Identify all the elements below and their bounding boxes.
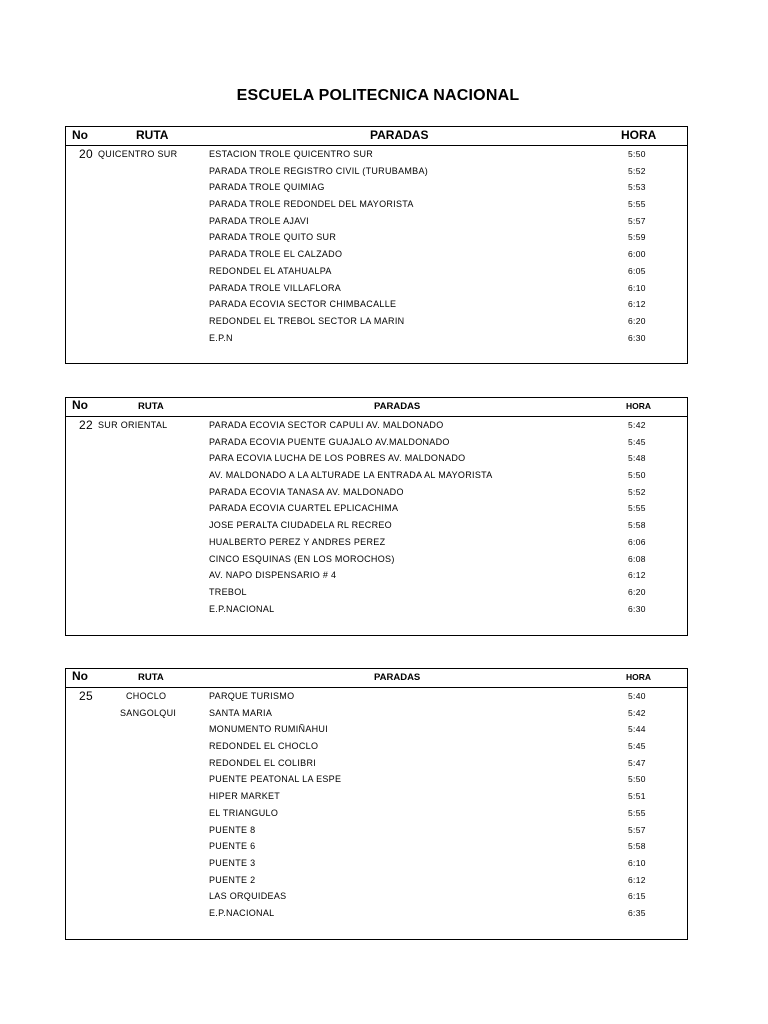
stop-time: 6:30 — [628, 603, 646, 614]
stop-time: 5:50 — [628, 774, 646, 785]
stop-time: 6:06 — [628, 536, 646, 547]
route-number: 25 — [79, 689, 93, 703]
stop-time: 5:55 — [628, 807, 646, 818]
header-hora: HORA — [621, 128, 657, 142]
stop-name: CINCO ESQUINAS (EN LOS MOROCHOS) — [209, 553, 395, 564]
stop-name: LAS ORQUIDEAS — [209, 891, 287, 902]
table-row — [66, 534, 687, 551]
header-paradas: PARADAS — [370, 128, 429, 142]
stop-time: 6:12 — [628, 874, 646, 885]
stop-name: REDONDEL EL ATAHUALPA — [209, 265, 332, 276]
table-row — [66, 196, 687, 213]
table-row — [66, 450, 687, 467]
table-row — [66, 179, 687, 196]
stop-name: PUENTE 8 — [209, 824, 256, 835]
stop-time: 5:47 — [628, 757, 646, 768]
table-row — [66, 551, 687, 568]
table-row — [66, 888, 687, 905]
stop-name: EL TRIANGULO — [209, 807, 279, 818]
table-row — [66, 567, 687, 584]
route-name: SANGOLQUI — [120, 707, 177, 718]
header-ruta: RUTA — [138, 672, 164, 683]
table-row — [66, 467, 687, 484]
table-row — [66, 738, 687, 755]
stop-name: PARADA ECOVIA SECTOR CAPULI AV. MALDONADO — [209, 420, 444, 430]
header-no: No — [72, 128, 88, 142]
stop-name: REDONDEL EL TREBOL SECTOR LA MARIN — [209, 315, 405, 326]
stop-time: 5:40 — [628, 691, 646, 701]
stop-time: 6:12 — [628, 570, 646, 581]
stop-time: 6:08 — [628, 553, 646, 564]
table-row — [66, 601, 687, 618]
stop-time: 5:50 — [628, 149, 646, 159]
stop-time: 6:20 — [628, 315, 646, 326]
stop-time: 6:15 — [628, 891, 646, 902]
stop-time: 6:20 — [628, 586, 646, 597]
header-hora: HORA — [626, 401, 652, 411]
page-title: ESCUELA POLITECNICA NACIONAL — [236, 87, 520, 104]
table-row — [66, 434, 687, 451]
table-row — [66, 872, 687, 889]
table-row — [66, 721, 687, 738]
header-no: No — [72, 669, 88, 683]
stop-time: 5:53 — [628, 182, 646, 193]
table-row — [66, 771, 687, 788]
table-row — [66, 484, 687, 501]
stop-time: 6:10 — [628, 857, 646, 868]
stop-name: AV. NAPO DISPENSARIO # 4 — [209, 570, 337, 581]
table-row — [66, 280, 687, 297]
table-row — [66, 500, 687, 517]
table-row — [66, 688, 687, 705]
stop-name: E.P.NACIONAL — [209, 603, 275, 614]
route-name: CHOCLO — [126, 691, 167, 701]
stop-name: SANTA MARIA — [209, 707, 273, 718]
stop-name: PARADA TROLE AJAVI — [209, 215, 309, 226]
stop-time: 5:45 — [628, 436, 646, 447]
stop-name: PUENTE 6 — [209, 841, 256, 852]
table-row — [66, 417, 687, 434]
stop-time: 5:51 — [628, 791, 646, 802]
stop-name: PARADA TROLE EL CALZADO — [209, 249, 343, 260]
table-row — [66, 584, 687, 601]
stop-name: HUALBERTO PEREZ Y ANDRES PEREZ — [209, 536, 386, 547]
table-header — [66, 669, 687, 688]
table-row — [66, 163, 687, 180]
stop-time: 5:57 — [628, 824, 646, 835]
header-hora: HORA — [626, 672, 652, 682]
route-number: 20 — [79, 147, 93, 161]
table-row — [66, 855, 687, 872]
route-table-25 — [65, 668, 688, 940]
table-body — [66, 417, 687, 617]
table-row — [66, 146, 687, 163]
table-row — [66, 330, 687, 347]
stop-name: PARADA TROLE QUIMIAG — [209, 182, 325, 193]
stop-time: 5:44 — [628, 724, 646, 735]
table-header — [66, 127, 687, 146]
table-header — [66, 398, 687, 417]
stop-name: E.P.NACIONAL — [209, 907, 275, 918]
table-row — [66, 213, 687, 230]
route-name: SUR ORIENTAL — [98, 420, 168, 430]
stop-time: 5:42 — [628, 420, 646, 430]
table-row — [66, 788, 687, 805]
stop-time: 5:45 — [628, 741, 646, 752]
stop-name: PARADA ECOVIA PUENTE GUAJALO AV.MALDONADO — [209, 436, 450, 447]
stop-time: 5:55 — [628, 199, 646, 210]
table-row — [66, 905, 687, 922]
table-row — [66, 246, 687, 263]
header-no: No — [72, 398, 88, 412]
stop-name: PUENTE 2 — [209, 874, 256, 885]
stop-name: E.P.N — [209, 332, 233, 343]
stop-time: 5:58 — [628, 841, 646, 852]
stop-name: PARADA TROLE REDONDEL DEL MAYORISTA — [209, 199, 414, 210]
stop-time: 5:55 — [628, 503, 646, 514]
stop-time: 6:35 — [628, 907, 646, 918]
table-row — [66, 296, 687, 313]
stop-name: PARA ECOVIA LUCHA DE LOS POBRES AV. MALDONADO — [209, 453, 466, 464]
stop-name: PARADA TROLE QUITO SUR — [209, 232, 337, 243]
stop-time: 6:30 — [628, 332, 646, 343]
stop-time: 5:59 — [628, 232, 646, 243]
stop-time: 5:42 — [628, 707, 646, 718]
table-row — [66, 755, 687, 772]
stop-name: PARADA TROLE VILLAFLORA — [209, 282, 342, 293]
stop-time: 5:48 — [628, 453, 646, 464]
stop-name: HIPER MARKET — [209, 791, 281, 802]
stop-name: TREBOL — [209, 586, 247, 597]
stop-time: 6:00 — [628, 249, 646, 260]
stop-time: 6:10 — [628, 282, 646, 293]
stop-name: PARADA ECOVIA SECTOR CHIMBACALLE — [209, 299, 397, 310]
stop-time: 5:58 — [628, 520, 646, 531]
table-row — [66, 805, 687, 822]
header-ruta: RUTA — [136, 128, 169, 142]
stop-name: PUENTE PEATONAL LA ESPE — [209, 774, 342, 785]
stop-name: ESTACION TROLE QUICENTRO SUR — [209, 149, 374, 159]
table-row — [66, 838, 687, 855]
table-body — [66, 146, 687, 346]
table-row — [66, 229, 687, 246]
stop-name: REDONDEL EL COLIBRI — [209, 757, 317, 768]
stop-name: MONUMENTO RUMIÑAHUI — [209, 724, 329, 735]
table-row — [66, 705, 687, 722]
stop-name: PARADA ECOVIA TANASA AV. MALDONADO — [209, 486, 404, 497]
route-number: 22 — [79, 418, 93, 432]
header-ruta: RUTA — [138, 401, 164, 412]
table-row — [66, 517, 687, 534]
route-table-20 — [65, 126, 688, 364]
stop-name: AV. MALDONADO A LA ALTURADE LA ENTRADA AL MAYORISTA — [209, 470, 493, 481]
stop-time: 6:12 — [628, 299, 646, 310]
stop-name: PARADA ECOVIA CUARTEL EPLICACHIMA — [209, 503, 399, 514]
stop-name: JOSE PERALTA CIUDADELA RL RECREO — [209, 520, 392, 531]
stop-name: REDONDEL EL CHOCLO — [209, 741, 319, 752]
header-paradas: PARADAS — [374, 401, 421, 412]
stop-time: 6:05 — [628, 265, 646, 276]
route-table-22 — [65, 397, 688, 636]
route-name: QUICENTRO SUR — [98, 149, 178, 159]
stop-name: PARQUE TURISMO — [209, 691, 295, 701]
stop-time: 5:50 — [628, 470, 646, 481]
stop-name: PUENTE 3 — [209, 857, 256, 868]
table-row — [66, 263, 687, 280]
stop-time: 5:52 — [628, 486, 646, 497]
stop-time: 5:57 — [628, 215, 646, 226]
stop-time: 5:52 — [628, 165, 646, 176]
table-row — [66, 822, 687, 839]
header-paradas: PARADAS — [374, 672, 421, 683]
stop-name: PARADA TROLE REGISTRO CIVIL (TURUBAMBA) — [209, 165, 429, 176]
table-row — [66, 313, 687, 330]
table-body — [66, 688, 687, 922]
